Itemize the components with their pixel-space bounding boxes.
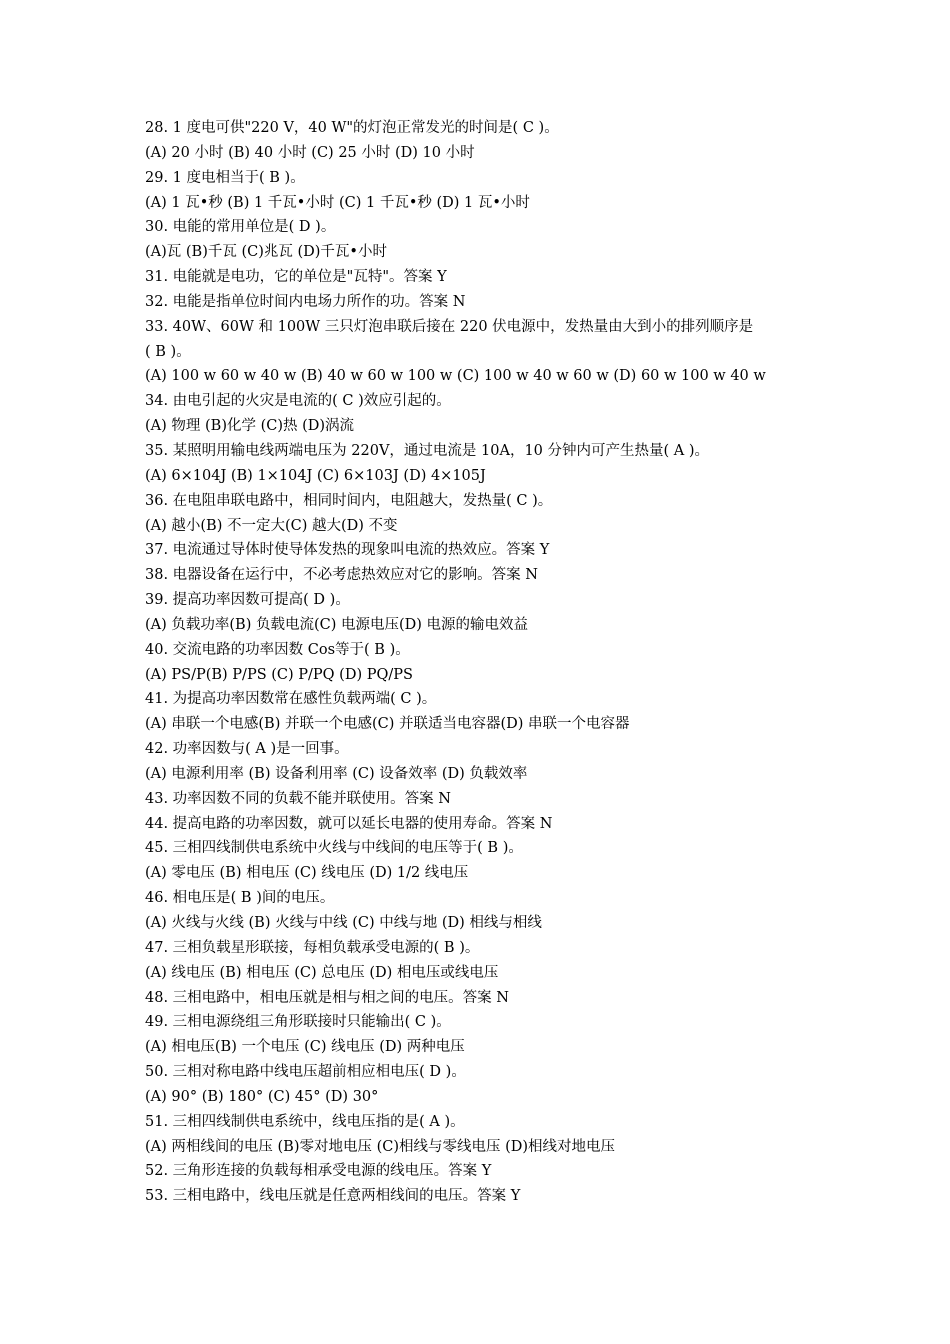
question-45: 45. 三相四线制供电系统中火线与中线间的电压等于( B )。 bbox=[145, 840, 523, 857]
question-49-options: (A) 相电压(B) 一个电压 (C) 线电压 (D) 两种电压 bbox=[145, 1039, 465, 1056]
question-28-options: (A) 20 小时 (B) 40 小时 (C) 25 小时 (D) 10 小时 bbox=[145, 144, 475, 161]
question-30: 30. 电能的常用单位是( D )。 bbox=[145, 219, 336, 236]
question-44: 44. 提高电路的功率因数，就可以延长电器的使用寿命。答案 N bbox=[145, 815, 553, 832]
question-35-options: (A) 6×104J (B) 1×104J (C) 6×103J (D) 4×105J bbox=[145, 467, 486, 484]
question-36: 36. 在电阻串联电路中，相同时间内，电阻越大，发热量( C )。 bbox=[145, 492, 553, 509]
question-36-options: (A) 越小(B) 不一定大(C) 越大(D) 不变 bbox=[145, 517, 398, 534]
question-28: 28. 1 度电可供"220 V，40 W"的灯泡正常发光的时间是( C )。 bbox=[145, 120, 559, 136]
question-39-options: (A) 负载功率(B) 负载电流(C) 电源电压(D) 电源的输电效益 bbox=[145, 616, 529, 633]
question-30-options: (A)瓦 (B)千瓦 (C)兆瓦 (D)千瓦•小时 bbox=[145, 244, 387, 261]
question-50-options: (A) 90° (B) 180° (C) 45° (D) 30° bbox=[145, 1088, 379, 1105]
question-41: 41. 为提高功率因数常在感性负载两端( C )。 bbox=[145, 691, 437, 708]
question-37: 37. 电流通过导体时使导体发热的现象叫电流的热效应。答案 Y bbox=[145, 542, 550, 559]
question-47-options: (A) 线电压 (B) 相电压 (C) 总电压 (D) 相电压或线电压 bbox=[145, 964, 499, 981]
question-47: 47. 三相负载星形联接，每相负载承受电源的( B )。 bbox=[145, 939, 480, 956]
question-42-options: (A) 电源利用率 (B) 设备利用率 (C) 设备效率 (D) 负载效率 bbox=[145, 765, 528, 782]
question-53: 53. 三相电路中，线电压就是任意两相线间的电压。答案 Y bbox=[145, 1188, 521, 1205]
question-35: 35. 某照明用输电线两端电压为 220V，通过电流是 10A，10 分钟内可产生热量( A )。 bbox=[145, 442, 710, 459]
question-34: 34. 由电引起的火灾是电流的( C )效应引起的。 bbox=[145, 393, 451, 410]
question-51: 51. 三相四线制供电系统中，线电压指的是( A )。 bbox=[145, 1113, 465, 1130]
question-45-options: (A) 零电压 (B) 相电压 (C) 线电压 (D) 1/2 线电压 bbox=[145, 865, 469, 882]
question-33-options: (A) 100 w 60 w 40 w (B) 40 w 60 w 100 w (C) 100 w 40 w 60 w (D) 60 w 100 w 40 w bbox=[145, 368, 766, 385]
question-50: 50. 三相对称电路中线电压超前相应相电压( D )。 bbox=[145, 1064, 466, 1081]
question-40-options: (A) PS/P(B) P/PS (C) P/PQ (D) PQ/PS bbox=[145, 666, 413, 683]
question-38: 38. 电器设备在运行中，不必考虑热效应对它的影响。答案 N bbox=[145, 567, 538, 584]
question-52: 52. 三角形连接的负载每相承受电源的线电压。答案 Y bbox=[145, 1163, 492, 1180]
question-43: 43. 功率因数不同的负载不能并联使用。答案 N bbox=[145, 790, 451, 807]
question-34-options: (A) 物理 (B)化学 (C)热 (D)涡流 bbox=[145, 418, 355, 435]
question-46-options: (A) 火线与火线 (B) 火线与中线 (C) 中线与地 (D) 相线与相线 bbox=[145, 915, 542, 931]
question-29-options: (A) 1 瓦•秒 (B) 1 千瓦•小时 (C) 1 千瓦•秒 (D) 1 瓦•小时 bbox=[145, 194, 530, 211]
question-list bbox=[145, 116, 815, 1209]
question-39: 39. 提高功率因数可提高( D )。 bbox=[145, 592, 350, 609]
question-29: 29. 1 度电相当于( B )。 bbox=[145, 169, 305, 186]
question-49: 49. 三相电源绕组三角形联接时只能输出( C )。 bbox=[145, 1014, 451, 1031]
question-32: 32. 电能是指单位时间内电场力所作的功。答案 N bbox=[145, 293, 466, 310]
question-46: 46. 相电压是( B )间的电压。 bbox=[145, 890, 335, 907]
question-31: 31. 电能就是电功，它的单位是"瓦特"。答案 Y bbox=[145, 269, 447, 286]
question-42: 42. 功率因数与( A )是一回事。 bbox=[145, 741, 349, 758]
question-40: 40. 交流电路的功率因数 Cos等于( B )。 bbox=[145, 641, 410, 658]
question-33-answer: ( B )。 bbox=[145, 343, 191, 360]
question-41-options: (A) 串联一个电感(B) 并联一个电感(C) 并联适当电容器(D) 串联一个电容器 bbox=[145, 716, 630, 733]
question-33: 33. 40W、60W 和 100W 三只灯泡串联后接在 220 伏电源中，发热量由大到小的排列顺序是 bbox=[145, 318, 754, 335]
question-48: 48. 三相电路中，相电压就是相与相之间的电压。答案 N bbox=[145, 989, 509, 1006]
question-51-options: (A) 两相线间的电压 (B)零对地电压 (C)相线与零线电压 (D)相线对地电压 bbox=[145, 1138, 616, 1155]
